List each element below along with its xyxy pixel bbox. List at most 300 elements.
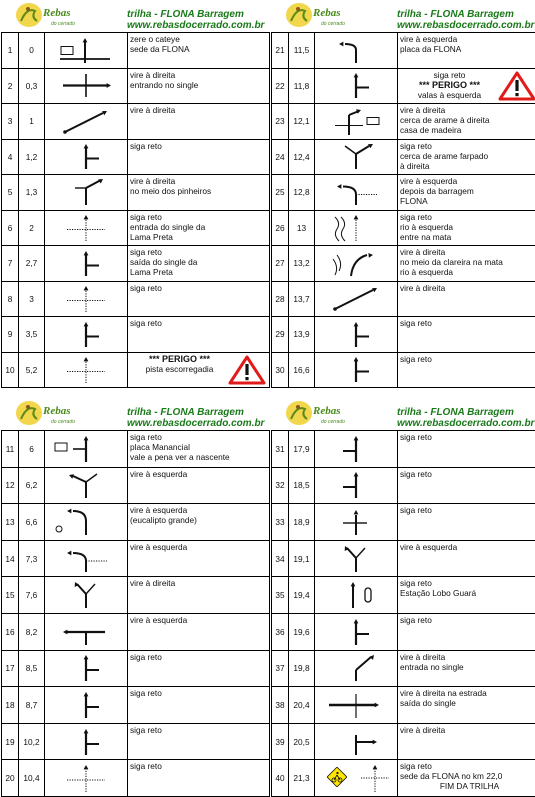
step-number: 23	[272, 104, 289, 140]
rebas-logo	[285, 1, 349, 29]
svg-text:Rebas: Rebas	[42, 7, 71, 19]
route-direction-icon	[315, 468, 397, 502]
instruction-line: siga reto	[130, 761, 269, 771]
step-number: 29	[272, 317, 289, 353]
step-number: 2	[2, 68, 19, 104]
instruction-text	[398, 246, 535, 282]
roadbook-row	[272, 210, 535, 246]
roadbook-row	[2, 317, 270, 353]
instruction-text	[128, 540, 270, 577]
instruction-line: vire à direita	[130, 578, 269, 588]
roadbook-row	[2, 723, 270, 760]
distance-km: 11,5	[289, 33, 315, 69]
instruction-line: siga reto	[130, 141, 269, 151]
distance-km: 13,9	[289, 317, 315, 353]
svg-text:Rebas: Rebas	[42, 405, 71, 417]
roadbook-row	[272, 467, 535, 504]
instruction-line: siga reto	[400, 578, 535, 588]
cyclist-sign-icon	[327, 767, 347, 787]
sheet-url: www.rebasdocerrado.com.br	[397, 418, 534, 429]
route-direction-icon	[45, 505, 127, 539]
tulip-diagram	[45, 352, 128, 388]
distance-km: 12,1	[289, 104, 315, 140]
instruction-line: sede da FLONA	[130, 44, 269, 54]
distance-km: 2	[19, 210, 45, 246]
roadbook-row	[2, 687, 270, 724]
instruction-text	[128, 33, 270, 69]
step-number: 39	[272, 723, 289, 760]
step-number: 10	[2, 352, 19, 388]
route-direction-icon	[45, 140, 127, 173]
step-number: 3	[2, 104, 19, 140]
tulip-diagram	[45, 317, 128, 353]
distance-km: 8,5	[19, 650, 45, 687]
step-number: 15	[2, 577, 19, 614]
instruction-text	[128, 139, 270, 175]
instruction-text	[398, 613, 535, 650]
instruction-text	[398, 104, 535, 140]
step-number: 9	[2, 317, 19, 353]
distance-km: 11,8	[289, 68, 315, 104]
tulip-diagram	[315, 504, 398, 541]
roadbook-row	[272, 175, 535, 211]
sheet-title: trilha - FLONA Barragem	[127, 407, 244, 418]
step-number: 25	[272, 175, 289, 211]
roadbook-table	[271, 32, 535, 388]
distance-km: 7,6	[19, 577, 45, 614]
svg-text:do cerrado: do cerrado	[321, 419, 345, 425]
distance-km: 12,8	[289, 175, 315, 211]
tulip-diagram	[45, 104, 128, 140]
instruction-line: entrada do single da	[130, 222, 269, 232]
instruction-text	[128, 760, 270, 797]
step-number: 6	[2, 210, 19, 246]
roadbook-row	[2, 540, 270, 577]
instruction-line: vale a pena ver a nascente	[130, 452, 269, 462]
tulip-diagram	[45, 281, 128, 317]
distance-km: 3	[19, 281, 45, 317]
instruction-line: entrando no single	[130, 80, 269, 90]
instruction-text	[128, 577, 270, 614]
warning-triangle-icon	[498, 71, 535, 101]
step-number: 35	[272, 577, 289, 614]
instruction-line: Lama Preta	[130, 232, 269, 242]
step-number: 22	[272, 68, 289, 104]
instruction-line: vire à direita	[400, 105, 535, 115]
instruction-line: vire à direita na estrada	[400, 688, 535, 698]
distance-km: 0	[19, 33, 45, 69]
route-direction-icon	[315, 247, 397, 280]
sheet-title: trilha - FLONA Barragem	[127, 9, 244, 20]
roadbook-row	[272, 723, 535, 760]
step-number: 19	[2, 723, 19, 760]
roadbook-row	[272, 504, 535, 541]
route-direction-icon	[45, 542, 127, 576]
route-direction-icon	[45, 176, 127, 209]
route-direction-icon	[45, 105, 127, 138]
roadbook-row	[2, 68, 270, 104]
sheet-header	[1, 0, 265, 32]
tulip-diagram	[315, 687, 398, 724]
step-number: 34	[272, 540, 289, 577]
instruction-line: vire à direita	[130, 176, 269, 186]
tulip-diagram	[315, 760, 398, 797]
step-number: 5	[2, 175, 19, 211]
instruction-line: vire à esquerda	[130, 615, 269, 625]
roadbook-row	[2, 431, 270, 468]
instruction-line: siga reto	[400, 505, 535, 515]
distance-km: 12,4	[289, 139, 315, 175]
rebas-logo	[15, 399, 79, 427]
tulip-diagram	[45, 467, 128, 504]
instruction-line: saída do single	[400, 698, 535, 708]
route-direction-icon	[315, 34, 397, 67]
instruction-line: siga reto	[130, 725, 269, 735]
instruction-line: vire à esquerda	[130, 542, 269, 552]
distance-km: 19,6	[289, 613, 315, 650]
route-direction-icon	[45, 615, 127, 649]
distance-km: 16,6	[289, 352, 315, 388]
route-direction-icon	[315, 353, 397, 386]
roadbook-row	[272, 431, 535, 468]
route-direction-icon	[315, 69, 397, 102]
instruction-line: siga reto	[130, 688, 269, 698]
distance-km: 6,2	[19, 467, 45, 504]
distance-km: 3,5	[19, 317, 45, 353]
route-direction-icon	[315, 318, 397, 351]
route-direction-icon	[315, 282, 397, 315]
instruction-line: vire à direita	[400, 283, 535, 293]
instruction-line: siga reto	[400, 615, 535, 625]
route-direction-icon	[315, 615, 397, 649]
instruction-text	[398, 352, 535, 388]
tulip-diagram	[315, 210, 398, 246]
step-number: 37	[272, 650, 289, 687]
distance-km: 7,3	[19, 540, 45, 577]
roadbook-sheet-3	[1, 398, 265, 797]
tulip-diagram	[45, 33, 128, 69]
tulip-diagram	[315, 317, 398, 353]
distance-km: 1	[19, 104, 45, 140]
tulip-diagram	[315, 540, 398, 577]
instruction-line: siga reto	[400, 432, 535, 442]
sheet-header	[271, 398, 535, 430]
step-number: 14	[2, 540, 19, 577]
step-number: 33	[272, 504, 289, 541]
instruction-line: sede da FLONA no km 22,0	[400, 771, 535, 781]
instruction-text	[398, 317, 535, 353]
distance-km: 8,2	[19, 613, 45, 650]
step-number: 38	[272, 687, 289, 724]
distance-km: 19,8	[289, 650, 315, 687]
route-direction-icon	[45, 247, 127, 280]
step-number: 4	[2, 139, 19, 175]
instruction-text	[398, 210, 535, 246]
instruction-line: entrada no single	[400, 662, 535, 672]
route-direction-icon	[45, 69, 127, 102]
roadbook-row	[2, 760, 270, 797]
instruction-line: entre na mata	[400, 232, 535, 242]
instruction-line: placa Manancial	[130, 442, 269, 452]
roadbook-row	[2, 504, 270, 541]
instruction-line: siga reto	[130, 318, 269, 328]
instruction-line: vire à direita	[400, 725, 535, 735]
instruction-text	[128, 431, 270, 468]
roadbook-sheet-1	[1, 0, 265, 388]
roadbook-table	[1, 32, 270, 388]
instruction-line: siga reto	[130, 432, 269, 442]
instruction-text	[398, 760, 535, 797]
route-direction-icon	[45, 34, 127, 67]
instruction-text	[398, 577, 535, 614]
step-number: 11	[2, 431, 19, 468]
instruction-line: cerca de arame à direita	[400, 115, 535, 125]
step-number: 27	[272, 246, 289, 282]
instruction-text	[128, 246, 270, 282]
distance-km: 6	[19, 431, 45, 468]
instruction-text	[128, 723, 270, 760]
sheet-title: trilha - FLONA Barragem	[397, 407, 514, 418]
instruction-text	[398, 431, 535, 468]
instruction-line: siga reto	[400, 141, 535, 151]
route-direction-icon	[315, 176, 397, 209]
step-number: 18	[2, 687, 19, 724]
distance-km: 10,2	[19, 723, 45, 760]
distance-km: 0,3	[19, 68, 45, 104]
instruction-text	[128, 687, 270, 724]
instruction-text	[398, 687, 535, 724]
roadbook-row	[2, 352, 270, 388]
distance-km: 18,9	[289, 504, 315, 541]
tulip-diagram	[45, 431, 128, 468]
roadbook-row	[2, 650, 270, 687]
roadbook-sheet-2	[271, 0, 535, 388]
tulip-diagram	[45, 577, 128, 614]
roadbook-row	[2, 467, 270, 504]
roadbook-row	[272, 246, 535, 282]
roadbook-row	[272, 650, 535, 687]
distance-km: 20,5	[289, 723, 315, 760]
distance-km: 2,7	[19, 246, 45, 282]
route-direction-icon	[45, 211, 127, 244]
distance-km: 17,9	[289, 431, 315, 468]
sheet-url: www.rebasdocerrado.com.br	[397, 20, 534, 31]
instruction-text	[398, 467, 535, 504]
instruction-line: siga reto	[400, 469, 535, 479]
instruction-text	[128, 281, 270, 317]
roadbook-row	[272, 352, 535, 388]
tulip-diagram	[45, 723, 128, 760]
instruction-line: siga reto	[130, 283, 269, 293]
roadbook-row	[272, 281, 535, 317]
svg-text:Rebas: Rebas	[312, 7, 341, 19]
roadbook-table	[1, 430, 270, 797]
warning-triangle-icon	[228, 355, 266, 385]
instruction-line: cerca de arame farpado	[400, 151, 535, 161]
instruction-line: Estação Lobo Guará	[400, 588, 535, 598]
instruction-text	[398, 504, 535, 541]
instruction-line: siga reto	[130, 212, 269, 222]
sheet-url: www.rebasdocerrado.com.br	[127, 418, 264, 429]
instruction-text	[128, 467, 270, 504]
instruction-line: vire à esquerda	[130, 505, 269, 515]
step-number: 12	[2, 467, 19, 504]
instruction-line: à direita	[400, 161, 535, 171]
distance-km: 1,3	[19, 175, 45, 211]
distance-km: 1,2	[19, 139, 45, 175]
route-direction-icon	[315, 725, 397, 759]
step-number: 1	[2, 33, 19, 69]
route-direction-icon	[315, 505, 397, 539]
roadbook-row	[272, 760, 535, 797]
route-direction-icon	[315, 432, 397, 466]
step-number: 28	[272, 281, 289, 317]
tulip-diagram	[315, 613, 398, 650]
route-direction-icon	[315, 105, 397, 138]
roadbook-row	[2, 104, 270, 140]
instruction-line: FIM DA TRILHA	[400, 781, 535, 791]
distance-km: 6,6	[19, 504, 45, 541]
sheet-url: www.rebasdocerrado.com.br	[127, 20, 264, 31]
distance-km: 10,4	[19, 760, 45, 797]
route-direction-icon	[45, 468, 127, 502]
instruction-text	[128, 104, 270, 140]
instruction-line: casa de madeira	[400, 125, 535, 135]
instruction-text	[398, 68, 535, 104]
step-number: 17	[2, 650, 19, 687]
distance-km: 21,3	[289, 760, 315, 797]
roadbook-row	[272, 139, 535, 175]
tulip-diagram	[315, 246, 398, 282]
instruction-line: siga reto	[400, 70, 535, 80]
instruction-line: pista escorregadia	[130, 364, 269, 374]
rebas-logo	[285, 399, 349, 427]
tulip-diagram	[315, 723, 398, 760]
roadbook-row	[272, 613, 535, 650]
instruction-line: placa da FLONA	[400, 44, 535, 54]
instruction-line: siga reto	[400, 318, 535, 328]
instruction-text	[398, 33, 535, 69]
step-number: 24	[272, 139, 289, 175]
tulip-diagram	[45, 650, 128, 687]
tulip-diagram	[45, 246, 128, 282]
route-direction-icon	[315, 578, 397, 612]
distance-km: 13	[289, 210, 315, 246]
tulip-diagram	[45, 139, 128, 175]
instruction-line: no meio dos pinheiros	[130, 186, 269, 196]
instruction-line: siga reto	[400, 354, 535, 364]
route-direction-icon	[45, 578, 127, 612]
distance-km: 8,7	[19, 687, 45, 724]
step-number: 13	[2, 504, 19, 541]
roadbook-row	[272, 317, 535, 353]
instruction-line: depois da barragem	[400, 186, 535, 196]
route-direction-icon	[45, 282, 127, 315]
instruction-text	[128, 613, 270, 650]
roadbook-row	[272, 68, 535, 104]
instruction-line: vire à esquerda	[130, 469, 269, 479]
roadbook-row	[2, 577, 270, 614]
tulip-diagram	[45, 504, 128, 541]
svg-text:Rebas: Rebas	[312, 405, 341, 417]
distance-km: 18,5	[289, 467, 315, 504]
tulip-diagram	[45, 175, 128, 211]
roadbook-row	[2, 139, 270, 175]
roadbook-table	[271, 430, 535, 797]
roadbook-sheet-4	[271, 398, 535, 797]
sheet-header	[1, 398, 265, 430]
tulip-diagram	[45, 210, 128, 246]
roadbook-row	[272, 577, 535, 614]
step-number: 30	[272, 352, 289, 388]
instruction-line: vire à esquerda	[400, 542, 535, 552]
tulip-diagram	[315, 281, 398, 317]
instruction-text	[128, 317, 270, 353]
distance-km: 13,2	[289, 246, 315, 282]
instruction-text	[128, 650, 270, 687]
route-direction-icon	[45, 353, 127, 386]
instruction-line: (eucalipto grande)	[130, 515, 269, 525]
route-direction-icon	[315, 542, 397, 576]
tulip-diagram	[315, 139, 398, 175]
rebas-logo	[15, 1, 79, 29]
roadbook-row	[2, 33, 270, 69]
tulip-diagram	[315, 650, 398, 687]
step-number: 16	[2, 613, 19, 650]
instruction-line: vire à esquerda	[400, 34, 535, 44]
route-direction-icon	[45, 761, 127, 795]
route-direction-icon	[45, 725, 127, 759]
distance-km: 20,4	[289, 687, 315, 724]
tulip-diagram	[45, 760, 128, 797]
step-number: 20	[2, 760, 19, 797]
instruction-line: siga reto	[130, 247, 269, 257]
instruction-line: rio à esquerda	[400, 267, 535, 277]
instruction-text	[398, 540, 535, 577]
route-direction-icon	[45, 651, 127, 685]
instruction-line: rio à esquerda	[400, 222, 535, 232]
route-direction-icon	[45, 432, 127, 466]
roadbook-row	[2, 246, 270, 282]
route-direction-icon	[315, 140, 397, 173]
instruction-line: zere o cateye	[130, 34, 269, 44]
instruction-line: *** PERIGO ***	[130, 354, 269, 364]
distance-km: 13,7	[289, 281, 315, 317]
step-number: 8	[2, 281, 19, 317]
tulip-diagram	[45, 540, 128, 577]
step-number: 7	[2, 246, 19, 282]
distance-km: 5,2	[19, 352, 45, 388]
roadbook-row	[272, 33, 535, 69]
instruction-text	[398, 650, 535, 687]
instruction-line: saída do single da	[130, 257, 269, 267]
instruction-line: vire à direita	[130, 105, 269, 115]
roadbook-row	[2, 210, 270, 246]
instruction-text	[398, 281, 535, 317]
roadbook-row	[272, 687, 535, 724]
instruction-text	[128, 352, 270, 388]
step-number: 36	[272, 613, 289, 650]
instruction-line: siga reto	[130, 652, 269, 662]
step-number: 32	[272, 467, 289, 504]
sheet-title: trilha - FLONA Barragem	[397, 9, 514, 20]
tulip-diagram	[45, 68, 128, 104]
instruction-line: siga reto	[400, 761, 535, 771]
tulip-diagram	[315, 577, 398, 614]
distance-km: 19,1	[289, 540, 315, 577]
instruction-text	[398, 723, 535, 760]
svg-text:do cerrado: do cerrado	[321, 21, 345, 27]
